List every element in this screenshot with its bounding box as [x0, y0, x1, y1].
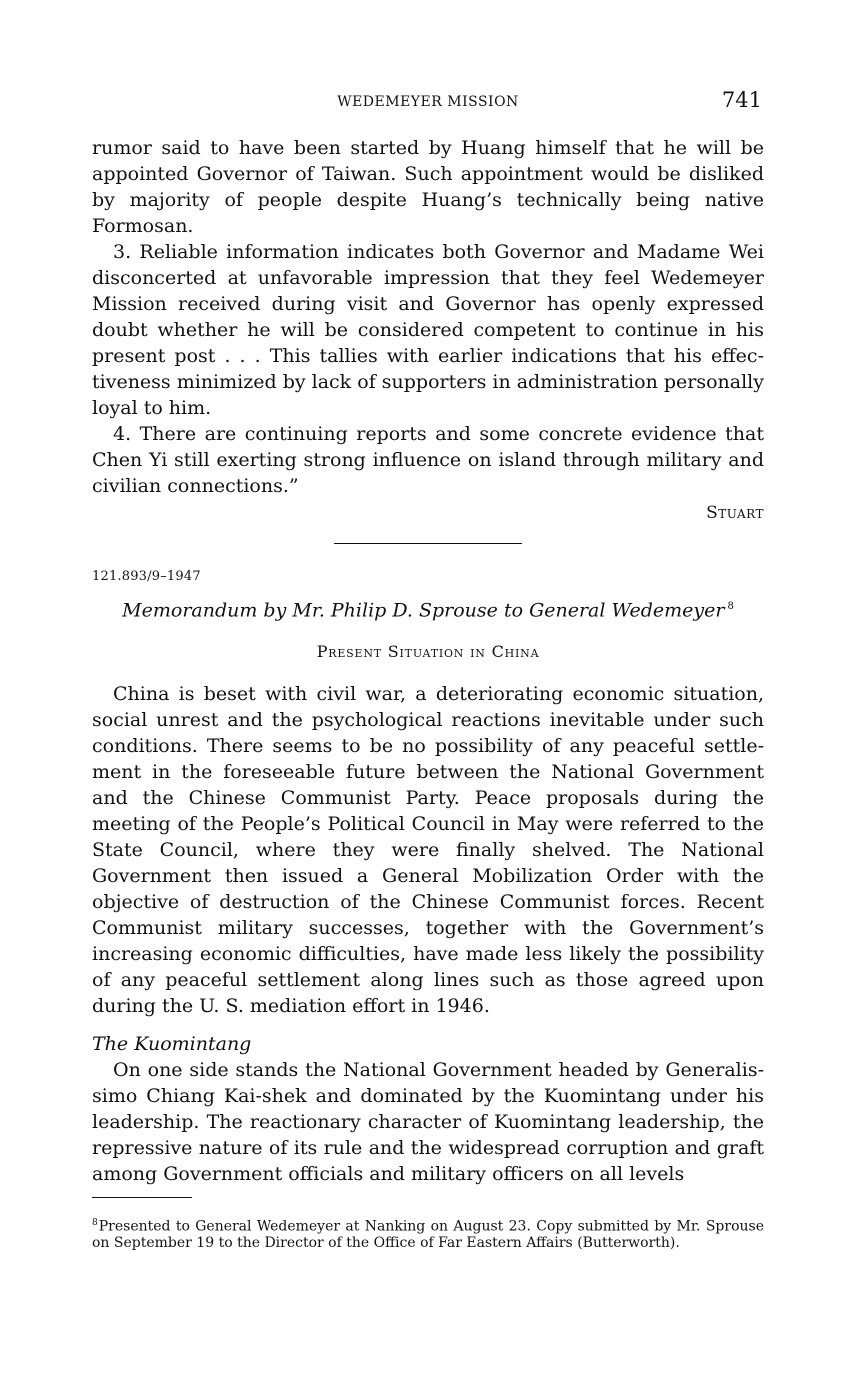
section-heading: Present Situation in China	[316, 642, 540, 662]
memo-paragraph-2: On one side stands the National Government headed by Generalissimo Chiang Kai-shek and dominated by the Kuomintang under his leadership. The reactionary character of Kuomintang leadership, the repressive nature of its rule and the widespread corruption and graft among Government officials and military officers on all levels	[92, 1059, 764, 1186]
page-number: 741	[721, 88, 762, 112]
continued-paragraph-3: 4. There are continuing reports and some concrete evidence that Chen Yi still exerting strong influence on island through military and civilian connections.”	[92, 423, 764, 497]
footnote-divider	[92, 1197, 192, 1198]
file-number: 121.893/9–1947	[92, 569, 201, 584]
document-title	[92, 594, 764, 623]
footnote-marker: 8	[92, 1218, 98, 1228]
page-content	[92, 135, 764, 1187]
subheading-kuomintang: The Kuomintang	[92, 1033, 252, 1056]
continued-paragraph-1: rumor said to have been started by Huang himself that he will be appointed Governor of Taiwan. Such appointment would be disliked by majority of people despite Huang’s technically being native Formosan.	[92, 137, 764, 237]
title-footnote-marker: 8	[727, 601, 734, 612]
running-head	[92, 88, 764, 120]
footnote	[92, 1215, 764, 1251]
footnote-text: Presented to General Wedemeyer at Nanking on August 23. Copy submitted by Mr. Sprouse on September 19 to the Director of the Office of Far Eastern Affairs (Butterworth).	[92, 1218, 764, 1251]
memo-paragraph-1: China is beset with civil war, a deteriorating economic situation, social unrest and the psychological reactions inevitable under such conditions. There seems to be no possibility of any peaceful settlement in the foreseeable future between the National Government and the Chinese Communist Party. Peace proposals during the meeting of the People’s Political Council in May were referred to the State Council, where they were finally shelved. The National Government then issued a General Mobilization Order with the objective of destruction of the Chinese Communist forces. Recent Communist military successes, together with the Government’s increasing economic difficulties, have made less likely the possibility of any peaceful settlement along lines such as those agreed upon during the U. S. mediation effort in 1946.	[92, 683, 764, 1018]
running-title: WEDEMEYER MISSION	[337, 94, 519, 110]
document-title-text: Memorandum by Mr. Philip D. Sprouse to General Wedemeyer	[122, 599, 725, 622]
continued-paragraph-2: 3. Reliable information indicates both Governor and Madame Wei disconcerted at unfavorable impression that they feel Wedemeyer Mission received during visit and Governor has openly expressed doubt whether he will be considered competent to continue in his present post . . . This tallies with earlier indications that his effectiveness minimized by lack of supporters in administration personally loyal to him.	[92, 241, 764, 419]
section-divider	[334, 543, 522, 544]
signature: Stuart	[706, 503, 764, 523]
